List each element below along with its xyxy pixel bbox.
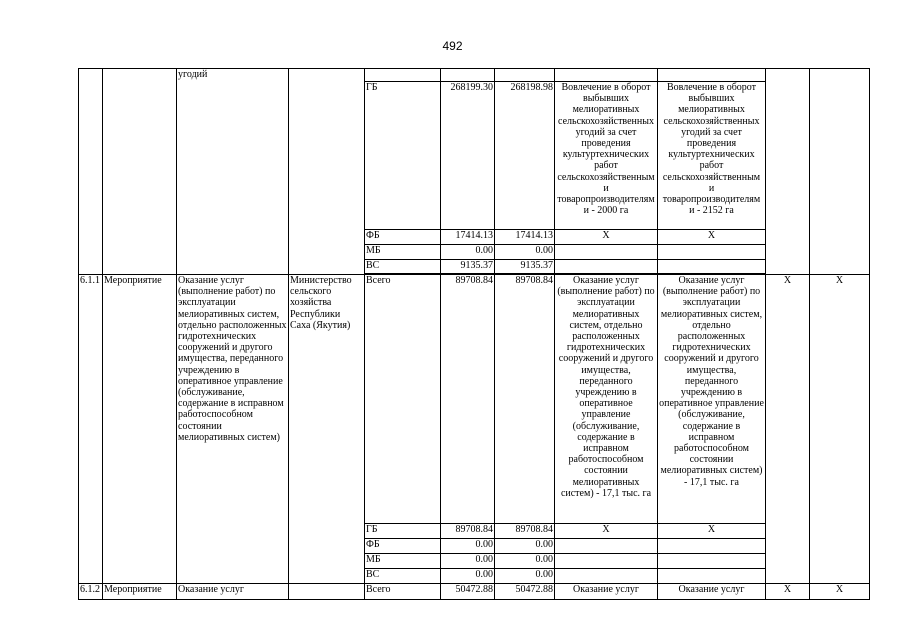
- cell-num: 6.1.1: [79, 275, 103, 584]
- cell-name-continuation: угодий: [177, 69, 289, 275]
- cell-value-1: 0.00: [441, 569, 495, 584]
- cell-source: Всего: [365, 584, 441, 600]
- table-row: [79, 275, 870, 524]
- cell-type: Мероприятие: [103, 275, 177, 584]
- cell-source: МБ: [365, 554, 441, 569]
- cell-value-2: 0.00: [495, 539, 555, 554]
- cell-value-1: 0.00: [441, 554, 495, 569]
- cell-value-1: 0.00: [441, 539, 495, 554]
- cell-value-2: 0.00: [495, 554, 555, 569]
- page-number: 492: [442, 39, 463, 53]
- cell-result-1: Вовлечение в оборот выбывших мелиоративных сельскохозяйственных угодий за счет проведения культуртехнических работ сельскохозяйственным и товаропроизводителям и - 2000 га: [555, 82, 658, 230]
- cell-type: [103, 69, 177, 275]
- cell-value-2: 0.00: [495, 569, 555, 584]
- cell-result-1: Х: [555, 524, 658, 539]
- cell-value-2: 268198.98: [495, 82, 555, 230]
- cell-num: [79, 69, 103, 275]
- cell-executor: [289, 69, 365, 275]
- cell-x-2: Х: [810, 584, 870, 600]
- cell-result-1: Оказание услуг: [555, 584, 658, 600]
- cell-source: ГБ: [365, 524, 441, 539]
- cell-value-1: 50472.88: [441, 584, 495, 600]
- cell-source: ГБ: [365, 82, 441, 230]
- cell-value-1: 17414.13: [441, 230, 495, 245]
- cell-x-2: Х: [810, 275, 870, 584]
- cell-result-1: [555, 554, 658, 569]
- cell-value-1: 0.00: [441, 245, 495, 260]
- cell-name: Оказание услуг (выполнение работ) по эксплуатации мелиоративных систем, отдельно расположенных гидротехнических сооружений и другого имущества, переданного учреждению в оперативное управление (обслуживание, содержание в исправном работоспособном состоянии мелиоративных систем): [177, 275, 289, 584]
- cell-result-2: Х: [658, 524, 766, 539]
- cell-value-2: 17414.13: [495, 230, 555, 245]
- cell-value-2: [495, 69, 555, 82]
- cell-result-2: [658, 554, 766, 569]
- cell-source: ФБ: [365, 539, 441, 554]
- cell-result-2: [658, 69, 766, 82]
- cell-result-2: Вовлечение в оборот выбывших мелиоративных сельскохозяйственных угодий за счет проведения культуртехнических работ сельскохозяйственным и товаропроизводителям и - 2152 га: [658, 82, 766, 230]
- cell-value-1: 89708.84: [441, 524, 495, 539]
- cell-value-1: 89708.84: [441, 275, 495, 524]
- cell-result-1: Х: [555, 230, 658, 245]
- cell-result-2: Оказание услуг (выполнение работ) по эксплуатации мелиоративных систем, отдельно расположенных гидротехнических сооружений и другого имущества, переданного учреждению в оперативное управление (обслуживание, содержание в исправном работоспособном состоянии мелиоративных систем) - 17,1 тыс. га: [658, 275, 766, 524]
- cell-value-1: 268199.30: [441, 82, 495, 230]
- cell-x-2: [810, 69, 870, 275]
- cell-num: 6.1.2: [79, 584, 103, 600]
- cell-x-1: Х: [766, 584, 810, 600]
- cell-value-1: [441, 69, 495, 82]
- cell-x-1: Х: [766, 275, 810, 584]
- cell-result-1: [555, 539, 658, 554]
- cell-name: Оказание услуг: [177, 584, 289, 600]
- cell-result-2: [658, 569, 766, 584]
- cell-value-2: 0.00: [495, 245, 555, 260]
- cell-value-2: 89708.84: [495, 524, 555, 539]
- cell-result-2: [658, 260, 766, 274]
- cell-value-2: 9135.37: [495, 260, 555, 274]
- cell-source: МБ: [365, 245, 441, 260]
- cell-result-1: [555, 245, 658, 260]
- cell-value-2: 89708.84: [495, 275, 555, 524]
- cell-value-2: 50472.88: [495, 584, 555, 600]
- cell-executor: Министерство сельского хозяйства Республики Саха (Якутия): [289, 275, 365, 584]
- cell-result-2: Х: [658, 230, 766, 245]
- cell-result-1: Оказание услуг (выполнение работ) по эксплуатации мелиоративных систем, отдельно расположенных гидротехнических сооружений и другого имущества, переданного учреждению в оперативное управление (обслуживание, содержание в исправном работоспособном состоянии мелиоративных систем) - 17,1 тыс. га: [555, 275, 658, 524]
- cell-executor: [289, 584, 365, 600]
- table-row: [79, 584, 870, 600]
- cell-source: Всего: [365, 275, 441, 524]
- cell-result-2: [658, 245, 766, 260]
- cell-x-1: [766, 69, 810, 275]
- cell-result-2: [658, 539, 766, 554]
- cell-source: ФБ: [365, 230, 441, 245]
- cell-result-1: [555, 569, 658, 584]
- cell-source: [365, 69, 441, 82]
- cell-result-1: [555, 260, 658, 274]
- table-row: [79, 69, 870, 82]
- cell-result-1: [555, 69, 658, 82]
- cell-source: ВС: [365, 260, 441, 274]
- program-table: [78, 68, 870, 600]
- cell-source: ВС: [365, 569, 441, 584]
- cell-result-2: Оказание услуг: [658, 584, 766, 600]
- cell-type: Мероприятие: [103, 584, 177, 600]
- cell-value-1: 9135.37: [441, 260, 495, 274]
